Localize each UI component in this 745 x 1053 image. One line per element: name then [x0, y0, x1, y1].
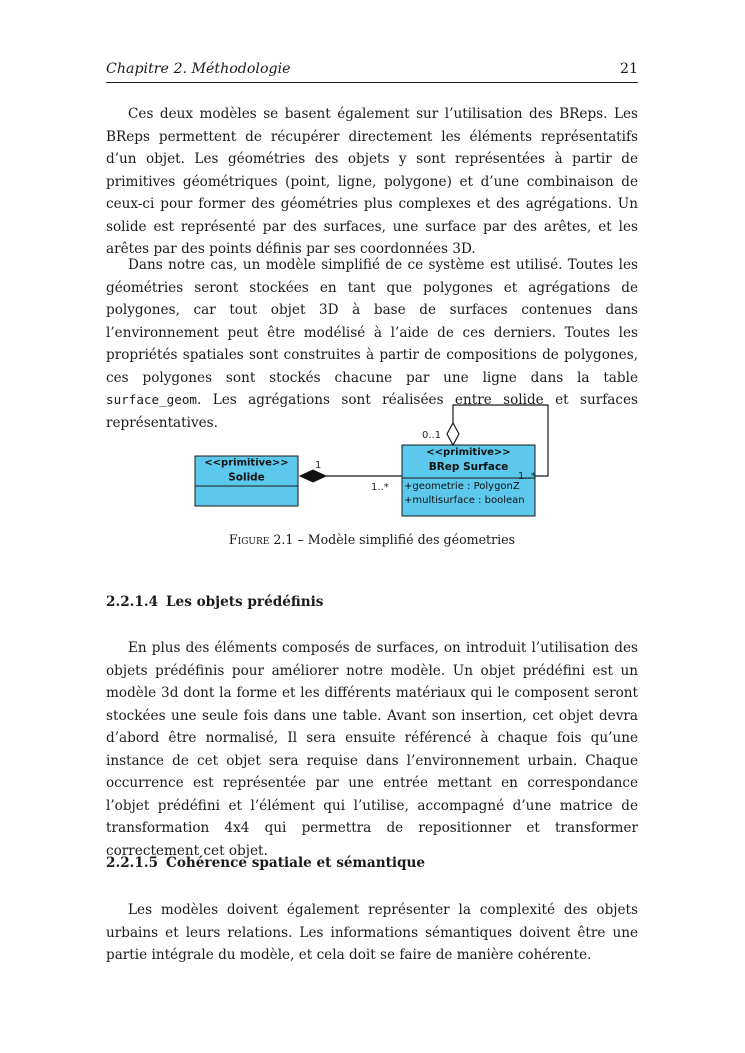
paragraph-coherence: Les modèles doivent également représenter la complexité des objets urbains et leurs relations. Les informations sémantiques doivent être une partie intégrale du modèle, et cela doit se faire de manière cohérente.	[106, 902, 638, 963]
paragraph-text: Dans notre cas, un modèle simplifié de ce système est utilisé. Toutes les géométries seront stockées en tant que polygones et agrégations de polygones, car tout objet 3D à base de surfaces contenues dans l’environnement peut être modélisé à l’aide de ces derniers. Toutes les propriétés spatiales sont construites à partir de compositions de polygones, ces polygones sont stockés chacune par une ligne dans la table	[106, 257, 638, 386]
caption-number: 2.1	[273, 532, 294, 547]
uml-diagram	[190, 398, 550, 522]
caption-text: – Modèle simplifié des géometries	[293, 532, 516, 547]
caption-label: Figure	[228, 532, 270, 547]
brep-name: BRep Surface	[428, 461, 509, 473]
brep-stereotype: <<primitive>>	[426, 447, 511, 458]
paragraph-breps: Ces deux modèles se basent également sur l’utilisation des BReps. Les BReps permettent de récupérer directement les éléments représentatifs d’un objet. Les géométries des objets y sont représentées à partir de primitives géométriques (point, ligne, polygone) et d’une combinaison de ceux-ci pour former des géométries plus complexes et des agrégations. Un solide est représenté par des surfaces, une surface par des arêtes, et les arêtes par des points définis par ses coordonnées 3D.	[106, 106, 638, 257]
section-number: 2.2.1.4	[106, 594, 159, 610]
figure-caption	[106, 532, 638, 547]
paragraph-predefined-objects: En plus des éléments composés de surfaces, on introduit l’utilisation des objets prédéfinis pour améliorer notre modèle. Un objet prédéfini est un modèle 3d dont la forme et les différents matériaux qui le composent seront stockées une seule fois dans une table. Avant son insertion, cet objet devra d’abord être normalisé, Il sera ensuite référencé à chaque fois qu’une instance de cet objet sera requise dans l’environnement urbain. Chaque occurrence est représentée par une entrée mettant en correspondance l’objet prédéfini et l’élément qui l’utilise, accompagné d’une matrice de transformation 4x4 qui permettra de repositionner et transformer correctement cet objet.	[106, 640, 638, 859]
section-title: Cohérence spatiale et sémantique	[166, 855, 426, 871]
table-name-code: surface_geom	[106, 392, 197, 407]
paragraph-text: . Les agrégations sont réalisées entre solide et surfaces représentatives.	[106, 392, 638, 431]
multiplicity-self-right: 1..*	[518, 471, 536, 482]
aggregation-diamond	[447, 423, 459, 445]
solide-stereotype: <<primitive>>	[204, 457, 289, 469]
brep-attribute-multisurface: +multisurface : boolean	[404, 495, 525, 506]
running-header	[106, 58, 638, 83]
page-number: 21	[619, 61, 638, 77]
section-title: Les objets prédéfinis	[166, 594, 324, 610]
solide-name: Solide	[228, 471, 265, 484]
chapter-title: Chapitre 2. Méthodologie	[106, 61, 291, 77]
brep-attribute-geometrie: +geometrie : PolygonZ	[404, 481, 520, 492]
section-number: 2.2.1.5	[106, 855, 159, 871]
multiplicity-solide: 1	[315, 460, 322, 471]
composition-diamond	[300, 470, 326, 482]
section-heading-coherence	[106, 855, 425, 871]
multiplicity-self-top: 0..1	[422, 430, 442, 441]
multiplicity-brep: 1..*	[371, 482, 389, 493]
section-heading-predefined-objects	[106, 594, 323, 610]
